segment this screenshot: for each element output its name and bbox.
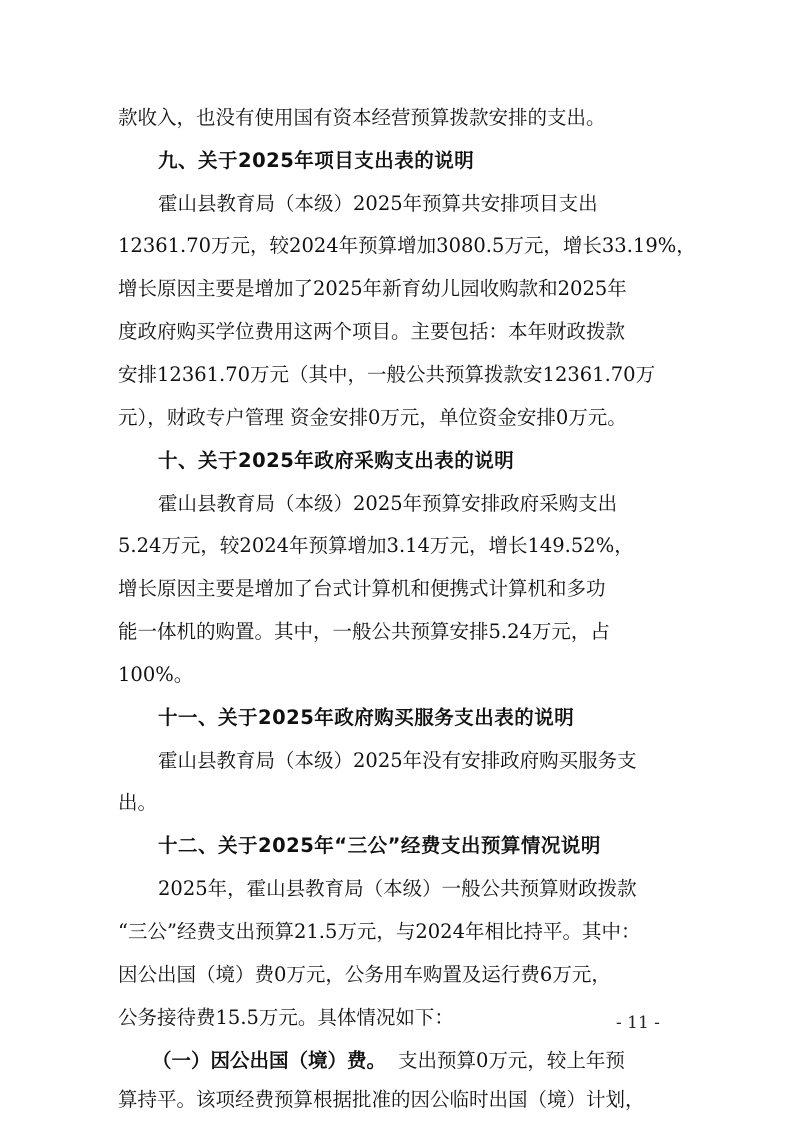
paragraph-line <box>0 184 793 224</box>
paragraph-line <box>0 312 793 352</box>
text-line: 公务接待费15.5万元。具体情况如下： <box>118 1006 454 1029</box>
paragraph-line <box>0 955 793 995</box>
paragraph-line <box>0 741 793 781</box>
heading-text: 十一、关于2025年政府购买服务支出表的说明 <box>158 706 575 729</box>
text-line: 度政府购买学位费用这两个项目。主要包括：本年财政拨款 <box>118 320 626 343</box>
text-line: 100%。 <box>118 663 194 686</box>
paragraph-line <box>0 1080 793 1120</box>
subsection-lead: （一）因公出国（境）费。 <box>152 1049 387 1072</box>
paragraph-line <box>0 998 793 1038</box>
paragraph-line <box>0 398 793 438</box>
paragraph-line <box>0 655 793 695</box>
paragraph-line <box>0 912 793 952</box>
text-line: 款收入，也没有使用国有资本经营预算拨款安排的支出。 <box>118 106 606 129</box>
text-line: 算持平。该项经费预算根据批准的因公临时出国（境）计划， <box>118 1088 645 1111</box>
paragraph-line <box>0 484 793 524</box>
text-line: 霍山县教育局（本级）2025年预算共安排项目支出 <box>158 192 598 215</box>
heading-text: 十二、关于2025年“三公”经费支出预算情况说明 <box>158 834 601 857</box>
text-line: 2025年，霍山县教育局（本级）一般公共预算财政拨款 <box>158 877 637 900</box>
heading-text: 九、关于2025年项目支出表的说明 <box>158 149 475 172</box>
section-heading-9 <box>0 141 793 181</box>
text-line: 支出预算0万元，较上年预 <box>398 1049 625 1072</box>
paragraph-line <box>0 526 793 566</box>
page-number: - 11 - <box>616 1013 660 1033</box>
section-heading-10 <box>0 441 793 481</box>
text-line: 增长原因主要是增加了2025年新育幼儿园收购款和2025年 <box>118 277 627 300</box>
text-line: “三公”经费支出预算21.5万元，与2024年相比持平。其中： <box>118 920 641 943</box>
text-line: 霍山县教育局（本级）2025年预算安排政府采购支出 <box>158 492 618 515</box>
text-line: 出。 <box>118 791 158 814</box>
text-line: 因公出国（境）费0万元，公务用车购置及运行费6万元， <box>118 963 611 986</box>
paragraph-line <box>0 612 793 652</box>
text-line: 元），财政专户管理 资金安排0万元，单位资金安排0万元。 <box>118 406 627 429</box>
paragraph-line <box>0 98 793 138</box>
text-line: 增长原因主要是增加了台式计算机和便携式计算机和多功 <box>118 577 606 600</box>
paragraph-line <box>0 269 793 309</box>
text-line: 霍山县教育局（本级）2025年没有安排政府购买服务支 <box>158 749 637 772</box>
text-line: 12361.70万元，较2024年预算增加3080.5万元，增长33.19%， <box>118 234 696 257</box>
section-heading-11 <box>0 698 793 738</box>
paragraph-line <box>0 226 793 266</box>
text-line: 安排12361.70万元（其中，一般公共预算拨款安12361.70万 <box>118 363 656 386</box>
paragraph-line <box>0 783 793 823</box>
text-line: 5.24万元，较2024年预算增加3.14万元，增长149.52%， <box>118 534 634 557</box>
heading-text: 十、关于2025年政府采购支出表的说明 <box>158 449 515 472</box>
paragraph-line <box>0 869 793 909</box>
section-heading-12 <box>0 826 793 866</box>
text-line: 能一体机的购置。其中，一般公共预算安排5.24万元，占 <box>118 620 610 643</box>
paragraph-line <box>0 355 793 395</box>
paragraph-line <box>0 1041 793 1081</box>
paragraph-line <box>0 569 793 609</box>
